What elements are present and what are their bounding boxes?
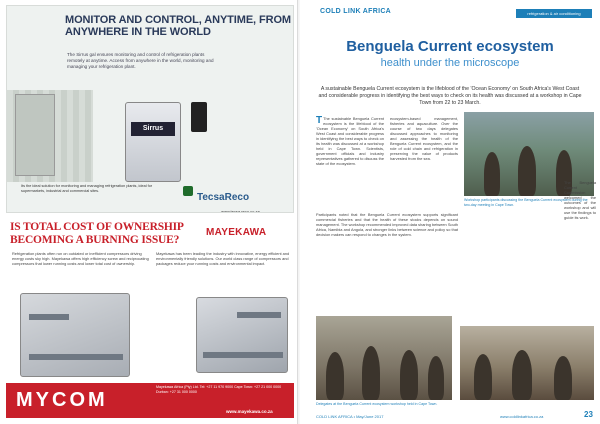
right-page xyxy=(300,0,600,424)
ad-monitor-headline: MONITOR AND CONTROL, ANYTIME, FROM ANYWHERE IN THE WORLD xyxy=(65,14,291,38)
ad-tco-text-col1: Refrigeration plants often run on outdated or inefficient compressors driving energy costs sky high. Mayekawa offers high efficiency screw and reciprocating compressors that lower running costs and lower total cost of ownership. xyxy=(12,251,149,266)
article-intro: A sustainable Benguela Current ecosystem is the lifeblood of the 'Ocean Economy' on South Africa's West Coast and considerable progress in identifying the best ways to check on its health was discussed at a workshop in Cape Town from 22 to 23 March. xyxy=(318,86,582,106)
ad-tco-headline: IS TOTAL COST OF OWNERSHIP BECOMING A BURNING ISSUE? xyxy=(10,221,184,246)
device-label: Sirrus xyxy=(131,122,175,136)
ad-total-cost-ownership[interactable] xyxy=(6,217,294,418)
photo-caption-1: Workshop participants discussing the Benguela Current ecosystem during the two-day meeting in Cape Town. xyxy=(464,198,588,207)
page-number: 23 xyxy=(584,410,593,419)
ad-tco-text-col2: Mayekawa has been leading the industry with innovative, energy efficient and environmentally friendly solutions. Our world class range of compressors and packages reduce your running costs and environmental impact. xyxy=(156,251,290,266)
footer-right[interactable]: www.coldlinkafrica.co.za xyxy=(500,414,544,419)
article-body-right: The Benguela Current Commission welcomed the outcomes of the workshop and will use the findings to guide its work. xyxy=(564,180,596,220)
ad-tco-web[interactable]: www.mayekawa.co.za xyxy=(226,409,273,414)
section-tag: refrigeration & air conditioning xyxy=(516,9,592,18)
compressor-image xyxy=(20,293,130,377)
workshop-photo-3 xyxy=(460,326,594,400)
article-body-col1: T The sustainable Benguela Current ecosystem is the lifeblood of the 'Ocean Economy' on South Africa's West Coast and considerable progress in identifying the best ways to check on its health was discussed at a workshop held in Cape Town. Scientists, government officials and industry representatives gathered to discuss the state of the ecosystem. xyxy=(316,115,384,166)
ad-monitor-brand: TecsaReco xyxy=(197,192,250,203)
article-body-col2: ecosystem-based management, fisheries and aquaculture. Over the course of two days delegates discussed approaches to monitoring and assessing the health of the Benguela Current ecosystem, and the role of cold chain and refrigeration in preserving the value of products harvested from the sea. xyxy=(390,116,458,161)
mycom-logo: MYCOM xyxy=(16,389,108,411)
left-page xyxy=(0,0,298,424)
article-body-bottom: Participants noted that the Benguela Current ecosystem supports significant commercial fisheries and that the health of these stocks depends on sound management. The workshop recommended improved data sharing between South Africa, Namibia and Angola, and stronger links between science and policy so that decision makers can respond to changes in the system. xyxy=(316,212,458,237)
drop-cap: T xyxy=(316,115,323,126)
ad-tco-contact: Mayekawa Africa (Pty) Ltd. Tel: +27 11 970 9000 Cape Town: +27 21 000 0000 Durban: +27 31 000 0000 xyxy=(156,385,282,394)
footer-left: COLD LINK AFRICA • May/June 2017 xyxy=(316,414,384,419)
ad-monitor-description: The Sirrus gal ensures monitoring and control of refrigeration plants remotely at anytime. Access from anywhere in the world, monitoring and managing your refrigeration plant. xyxy=(67,52,214,69)
workshop-photo-2 xyxy=(316,316,452,400)
ad-monitor-url[interactable]: www.tecsa.reco.co.za xyxy=(221,209,260,213)
brand-mark-icon xyxy=(183,186,193,196)
article-title: Benguela Current ecosystem xyxy=(346,38,554,55)
ad-monitor-control[interactable] xyxy=(6,5,294,213)
page-header xyxy=(300,8,600,22)
mayekawa-logo: MAYEKAWA xyxy=(206,227,267,238)
mobile-phone-icon xyxy=(191,102,207,132)
article-subtitle: health under the microscope xyxy=(380,57,520,69)
cold-link-logo: COLD LINK AFRICA xyxy=(320,8,392,15)
photo-caption-2: Delegates at the Benguela Current ecosystem workshop held in Cape Town. xyxy=(316,402,438,406)
control-cabinet-image xyxy=(15,94,55,176)
controller-device-image xyxy=(125,102,181,182)
compressor-package-image xyxy=(196,297,288,373)
ad-monitor-fine-print: Its the ideal solution for monitoring and managing refrigeration plants, ideal for supermarkets, industrial and commercial sites. xyxy=(21,184,153,193)
